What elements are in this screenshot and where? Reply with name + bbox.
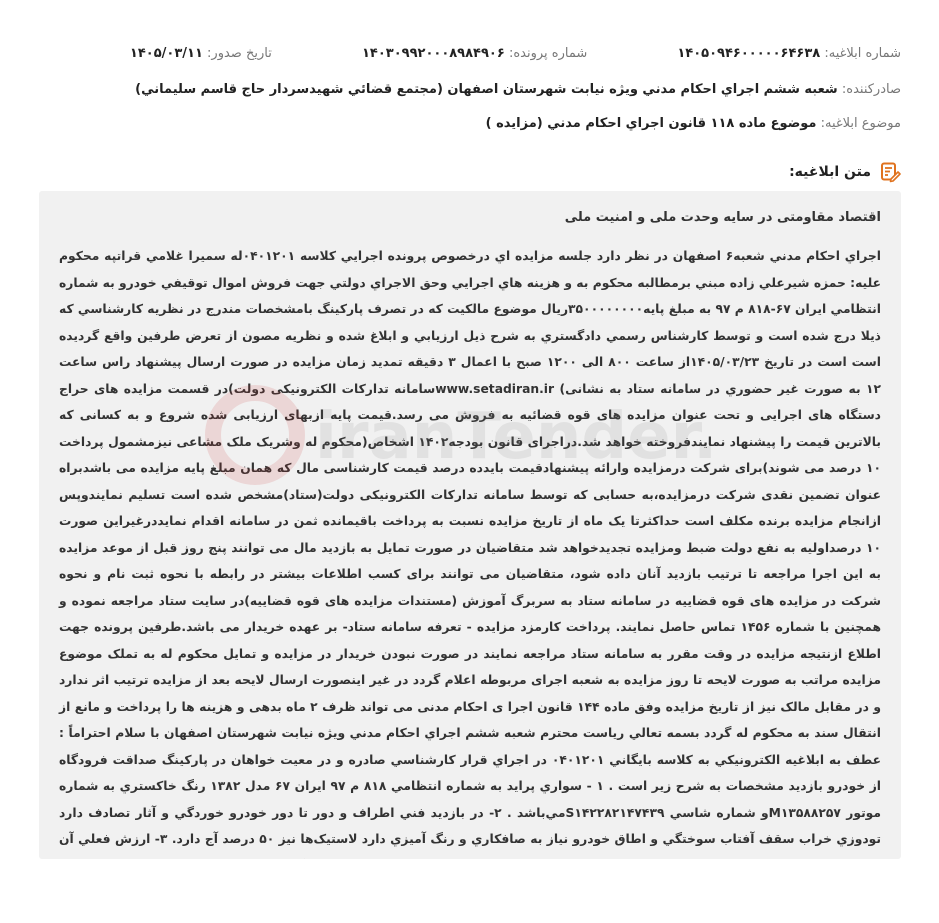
note-edit-icon — [879, 161, 901, 183]
issue-date-value: ۱۴۰۵/۰۳/۱۱ — [129, 46, 203, 61]
notice-text-heading — [789, 161, 901, 183]
issuer-label: صادرکننده: — [841, 82, 901, 97]
case-number — [362, 44, 587, 64]
header-ids-row — [38, 44, 901, 64]
notice-number-label: شماره ابلاغيه: — [824, 46, 901, 61]
subject-label: موضوع ابلاغيه: — [820, 116, 901, 131]
subject-value: موضوع ماده ۱۱۸ قانون اجراي احکام مدني (مزايده ) — [485, 116, 817, 131]
notice-paragraph: اجراي احکام مدني شعبه۶ اصفهان در نظر دارد جلسه مزايده اي درخصوص پرونده اجرايي کلاسه ۰۴۰۱۲۰۱له سميرا غلامي قراتپه محکوم عليه: حمزه شيرعلي زاده مبني برمطالبه محکوم به و هزينه هاي اجرايي وحق الاجراي دولتي جهت فروش اموال توقيفي خودرو به شماره انتظامي ايران ۶۷-۸۱۸ م ۹۷ به مبلغ پايه۳۵۰۰۰۰۰۰۰۰ريال موضوع مالکيت که در تصرف پارکينگ بامشخصات مندرج در نظريه کارشناسي که ذيلا درج شده است و توسط کارشناس رسمي دادگستري به شرح ذيل ارزيابي و ابلاغ شده و نظريه مصون از تعرض طرفين واقع گرديده است است در تاريخ ۱۴۰۵/۰۳/۲۳از ساعت ۸۰۰ الی ۱۲۰۰ صبح با اعمال ۳ دقيقه تمديد زمان مزايده در صورت ارسال پيشنهاد راس ساعت ۱۲ به صورت غير حضوري در سامانه ستاد به نشانی) www.setadiran.irسامانه تدارکات الکترونيکی دولت)در قسمت مزايده های حراج دستگاه های اجرايی و تحت عنوان مزايده های قوه قضائيه به فروش می رسد.قيمت پايه ازبهای ارزيابی شده شروع و به کسانی که بالاترين قيمت را پيشنهاد نمايندفروخته خواهد شد.دراجرای قانون بودجه۱۴۰۲ اشخاص(محکوم له وشريک ملک مشاعی نيزمشمول پرداخت ۱۰ درصد می شوند)برای شرکت درمزايده وارائه پيشنهادقيمت بايدده درصد قيمت کارشناسی مال که همان مبلغ پايه مزايده می باشدبراه عنوان تضمين نقدی شرکت درمزايده،به حسابی که توسط سامانه تدارکات الکترونيکی دولت(ستاد)مشخص شده است تسليم نمايندوپس ازانجام مزايده برنده مکلف است حداکثرتا يک ماه از تاريخ مزايده نسبت به پرداخت باقيمانده ثمن در سامانه اقدام نمايددرغيراين صورت ۱۰ درصداوليه به نفع دولت ضبط ومزايده تجديدخواهد شد متقاضيان در صورت تمايل به بازديد مال می توانند پنج روز قبل از موعد مزايده به اين اجرا مراجعه تا ترتيب بازديد آنان داده شود، متقاضيان می توانند برای کسب اطلاعات بيشتر در رابطه با نحوه ثبت نام و نحوه شرکت در مزايده های قوه قضاييه در سامانه ستاد به سربرگ آموزش (مستندات مزايده های قوه قضاييه)در سايت ستاد مراجعه نموده و همچنين با شماره ۱۴۵۶ تماس حاصل نمايند. پرداخت کارمزد مزايده - تعرفه سامانه ستاد- بر عهده خريدار می باشد.طرفين پرونده جهت اطلاع ازنتيجه مزايده در وقت مقرر به سامانه ستاد مراجعه نمايند در صورت نبودن خريدار در مزايده و تمايل محکوم له به تملک موضوع مزايده مراتب به صورت لايحه تا روز مزايده به شعبه اجرای مربوطه اعلام گردد در غير اينصورت ارسال لايحه بعد از مزايده ترتيب اثر ندارد و در مقابل مالک نيز از تاريخ مزايده وفق ماده ۱۴۴ قانون اجرا ی احکام مدنی می تواند ظرف ۲ ماه بدهی و هزينه ها را پرداخت و مانع از انتقال سند به محکوم له گردد بسمه تعالي رياست محترم شعبه ششم اجراي احکام مدني ويژه نيابت شهرستان اصفهان با سلام احتراماً : عطف به ابلاغيه الکترونيکي به کلاسه بايگاني ۰۴۰۱۲۰۱ در اجراي قرار کارشناسي صادره و در معيت خواهان در پارکينگ صداقت فرودگاه از خودرو بازديد مشخصات به شرح زير است . ۱ - سواري پرايد به شماره انتظامي ۸۱۸ م ۹۷ ايران ۶۷ مدل ۱۳۸۲ رنگ خاکستري به شماره موتور M۱۳۵۸۸۲۵۷و شماره شاسي S۱۴۲۲۸۲۱۴۷۴۳۹مي‌باشد . ۲- در بازديد فني اطراف و دور تا دور خودرو خوردگي و آثار تصادف دارد تودوزي خراب سقف آفتاب سوختگي و اطاق خودرو نياز به صافکاري و رنگ آميزي دارد لاستيک‌ها نيز ۵۰ درصد آج دارد. ۳- ارزش فعلي آن — [59, 249, 882, 846]
notice-lead-line: اقتصاد مقاومتی در سایه وحدت ملی و امنیت ملی — [564, 210, 881, 225]
subject-row — [38, 114, 901, 134]
case-number-label: شماره پرونده: — [508, 46, 588, 61]
issue-date — [130, 44, 272, 64]
issuer-row — [38, 80, 901, 100]
issuer-value: شعبه ششم اجراي احکام مدني ويژه نيابت شهرستان اصفهان (مجتمع قضائي شهيدسردار حاج قاسم سليماني) — [135, 82, 838, 97]
notice-number — [677, 44, 901, 64]
case-number-value: ۱۴۰۳۰۹۹۲۰۰۰۸۹۸۴۹۰۶ — [361, 46, 505, 61]
notice-text-title: متن ابلاغيه: — [789, 164, 871, 180]
notice-body — [39, 191, 901, 859]
notice-number-value: ۱۴۰۵۰۹۴۶۰۰۰۰۰۶۴۶۳۸ — [677, 46, 821, 61]
issue-date-label: تاريخ صدور: — [207, 46, 272, 61]
